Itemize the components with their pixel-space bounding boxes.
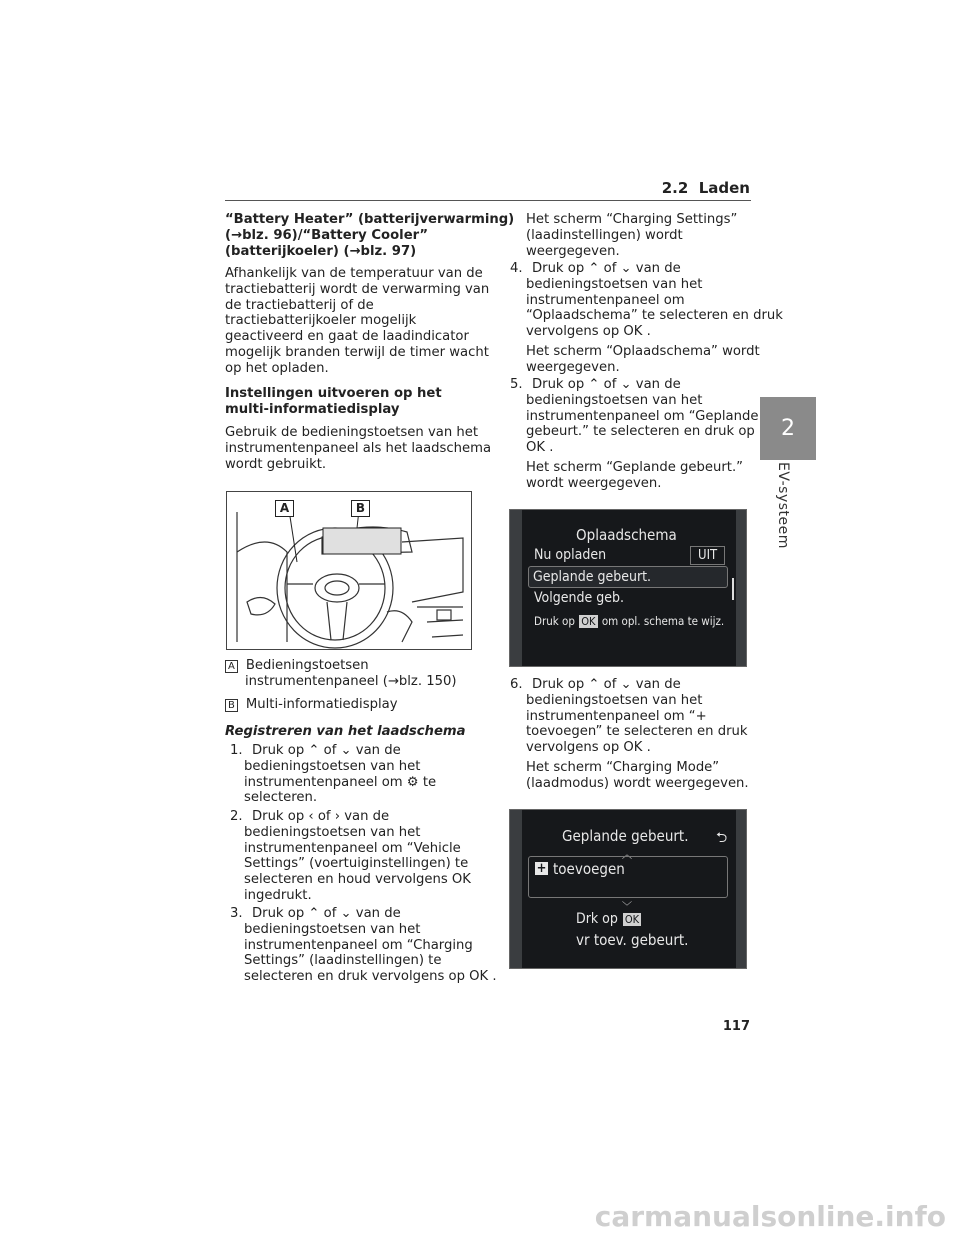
- menu-item-selected[interactable]: [528, 566, 728, 588]
- screen-frame: [736, 510, 746, 666]
- heading-register: Registreren van het laadschema: [225, 724, 466, 739]
- heading-line: (batterijkoeler) (→blz. 97): [225, 243, 417, 259]
- legend-text: Multi-informatiedisplay: [245, 697, 398, 712]
- step-line: Settings” (laadinstellingen) te: [244, 953, 442, 969]
- paragraph-battery: [225, 266, 489, 377]
- step-line: selecteren.: [244, 790, 318, 806]
- result-line: Het scherm “Geplande gebeurt.”: [526, 459, 744, 475]
- step-number: 1.: [230, 743, 243, 758]
- toggle-value[interactable]: UIT: [690, 546, 725, 565]
- step-line: selecteren en houd vervolgens OK: [244, 872, 471, 888]
- legend-a: [225, 658, 457, 690]
- step-line: instrumentenpaneel om: [526, 292, 685, 308]
- section-header: [662, 179, 750, 197]
- result-line: Het scherm “Charging Settings”: [526, 212, 738, 227]
- chapter-label: EV-systeem: [775, 462, 791, 549]
- back-icon[interactable]: ⮌: [716, 830, 728, 846]
- result-line: (laadinstellingen) wordt: [526, 227, 683, 243]
- scrollbar[interactable]: [732, 578, 734, 600]
- step-line: Druk op ⌃ of ⌄ van de: [532, 677, 681, 692]
- step-number: 3.: [230, 906, 243, 921]
- step-line: instrumentenpaneel om “Geplande: [526, 408, 759, 424]
- step-line: bedieningstoetsen van het: [244, 758, 421, 774]
- step-line: instrumentenpaneel om “+: [526, 708, 707, 724]
- heading-line: “Battery Heater” (batterijverwarming): [225, 212, 515, 227]
- step-line: Druk op ⌃ of ⌄ van de: [252, 906, 401, 921]
- watermark: carmanualsonline.info: [594, 1200, 946, 1233]
- steering-wheel-illustration: [227, 492, 471, 649]
- section-title: Laden: [698, 179, 750, 197]
- step-line: vervolgens op OK .: [526, 324, 651, 340]
- step-number: 2.: [230, 809, 243, 824]
- step-line: instrumentenpaneel om ⚙ te: [244, 774, 437, 790]
- para-line: instrumentenpaneel als het laadschema: [225, 440, 492, 456]
- heading-settings: [225, 386, 442, 418]
- step-number: 5.: [510, 377, 523, 392]
- heading-battery-heater: [225, 212, 514, 259]
- screen-frame: [736, 810, 746, 968]
- screen-title: Oplaadschema: [576, 526, 677, 544]
- step-line: instrumentenpaneel om “Charging: [244, 937, 473, 953]
- menu-item-volgende[interactable]: Volgende geb.: [534, 590, 624, 606]
- step-line: toevoegen” te selecteren en druk: [526, 724, 748, 740]
- result-line: Het scherm “Charging Mode”: [526, 759, 720, 775]
- result-line: weergegeven.: [526, 359, 620, 375]
- dashboard-figure: [226, 491, 472, 650]
- para-line: Afhankelijk van de temperatuur van de: [225, 266, 483, 281]
- step-line: Druk op ⌃ of ⌄ van de: [252, 743, 401, 758]
- screen-frame: [510, 810, 522, 968]
- menu-item-label: Geplande gebeurt.: [533, 569, 652, 585]
- ok-icon: OK: [624, 912, 640, 926]
- callout-a: A: [275, 500, 294, 517]
- step-line: bedieningstoetsen van het: [526, 392, 703, 408]
- result-line: Het scherm “Oplaadschema” wordt: [526, 343, 760, 359]
- step-line: gebeurt.” te selecteren en druk op: [526, 424, 755, 440]
- screen-hint: [534, 614, 724, 628]
- step-line: bedieningstoetsen van het: [526, 692, 703, 708]
- plus-icon: +: [536, 861, 547, 876]
- para-line: wordt gebruikt.: [225, 456, 327, 472]
- step-3-result: [526, 212, 737, 259]
- page-number: 117: [722, 1019, 750, 1034]
- para-line: op het opladen.: [225, 360, 329, 376]
- screen-hint-2: vr toev. gebeurt.: [576, 931, 689, 949]
- step-number: 6.: [510, 677, 523, 692]
- result-line: (laadmodus) wordt weergegeven.: [526, 775, 749, 791]
- screen-oplaadschema: [509, 509, 747, 667]
- result-line: wordt weergegeven.: [526, 475, 662, 491]
- ok-icon: OK: [581, 615, 596, 628]
- step-line: Settings” (voertuiginstellingen) te: [244, 856, 469, 872]
- step-line: Druk op ‹ of › van de: [252, 809, 390, 824]
- step-line: instrumentenpaneel om “Vehicle: [244, 840, 461, 856]
- add-label: toevoegen: [553, 860, 625, 878]
- para-line: tractiebatterij wordt de verwarming van: [225, 281, 490, 297]
- step-3: [230, 906, 497, 985]
- para-line: tractiebatterijkoeler mogelijk: [225, 313, 417, 329]
- hint-text: Druk op: [534, 614, 575, 628]
- para-line: mogelijk branden terwijl de timer wacht: [225, 344, 489, 360]
- chevron-down-icon[interactable]: ﹀: [622, 902, 632, 913]
- step-line: bedieningstoetsen van het: [244, 921, 421, 937]
- step-line: bedieningstoetsen van het: [526, 276, 703, 292]
- screen-hint: [576, 911, 642, 927]
- legend-key: B: [225, 699, 238, 712]
- section-number: 2.2: [661, 179, 689, 197]
- legend-text: Bedieningstoetsen: [245, 658, 369, 673]
- step-4: [510, 261, 783, 376]
- result-line: weergegeven.: [526, 243, 620, 259]
- chapter-tab[interactable]: 2: [760, 397, 816, 460]
- menu-item-nu-opladen[interactable]: Nu opladen: [534, 547, 607, 563]
- para-line: de tractiebatterij of de: [225, 297, 374, 313]
- step-number: 4.: [510, 261, 523, 276]
- chevron-up-icon[interactable]: ︿: [622, 850, 632, 861]
- heading-line: Instellingen uitvoeren op het: [225, 386, 442, 401]
- step-6: [510, 677, 749, 792]
- heading-line: (→blz. 96)/“Battery Cooler”: [225, 227, 429, 243]
- step-1: [230, 743, 436, 806]
- legend-key: A: [225, 660, 238, 673]
- step-line: bedieningstoetsen van het: [244, 824, 421, 840]
- step-line: selecteren en druk vervolgens op OK .: [244, 969, 497, 985]
- step-2: [230, 809, 471, 904]
- legend-text: instrumentenpaneel (→blz. 150): [245, 673, 457, 689]
- hint-text: Drk op: [576, 911, 618, 927]
- legend-b: [225, 697, 398, 713]
- step-line: ingedrukt.: [244, 887, 312, 903]
- step-5: [510, 377, 758, 492]
- screen-geplande: [509, 809, 747, 969]
- screen-title: Geplande gebeurt.: [562, 827, 689, 845]
- para-line: Gebruik de bedieningstoetsen van het: [225, 425, 479, 440]
- paragraph-buttons: [225, 425, 491, 472]
- step-line: OK .: [526, 440, 554, 456]
- step-line: Druk op ⌃ of ⌄ van de: [532, 377, 681, 392]
- add-button[interactable]: [528, 856, 728, 898]
- callout-b: B: [351, 500, 370, 517]
- step-line: vervolgens op OK .: [526, 740, 651, 756]
- hint-text: om opl. schema te wijz.: [601, 614, 725, 628]
- step-line: Druk op ⌃ of ⌄ van de: [532, 261, 681, 276]
- screen-frame: [510, 510, 522, 666]
- step-line: “Oplaadschema” te selecteren en druk: [526, 308, 783, 324]
- para-line: geactiveerd en gaat de laadindicator: [225, 329, 469, 345]
- heading-line: multi-informatiedisplay: [225, 401, 400, 417]
- header-rule: [225, 200, 751, 201]
